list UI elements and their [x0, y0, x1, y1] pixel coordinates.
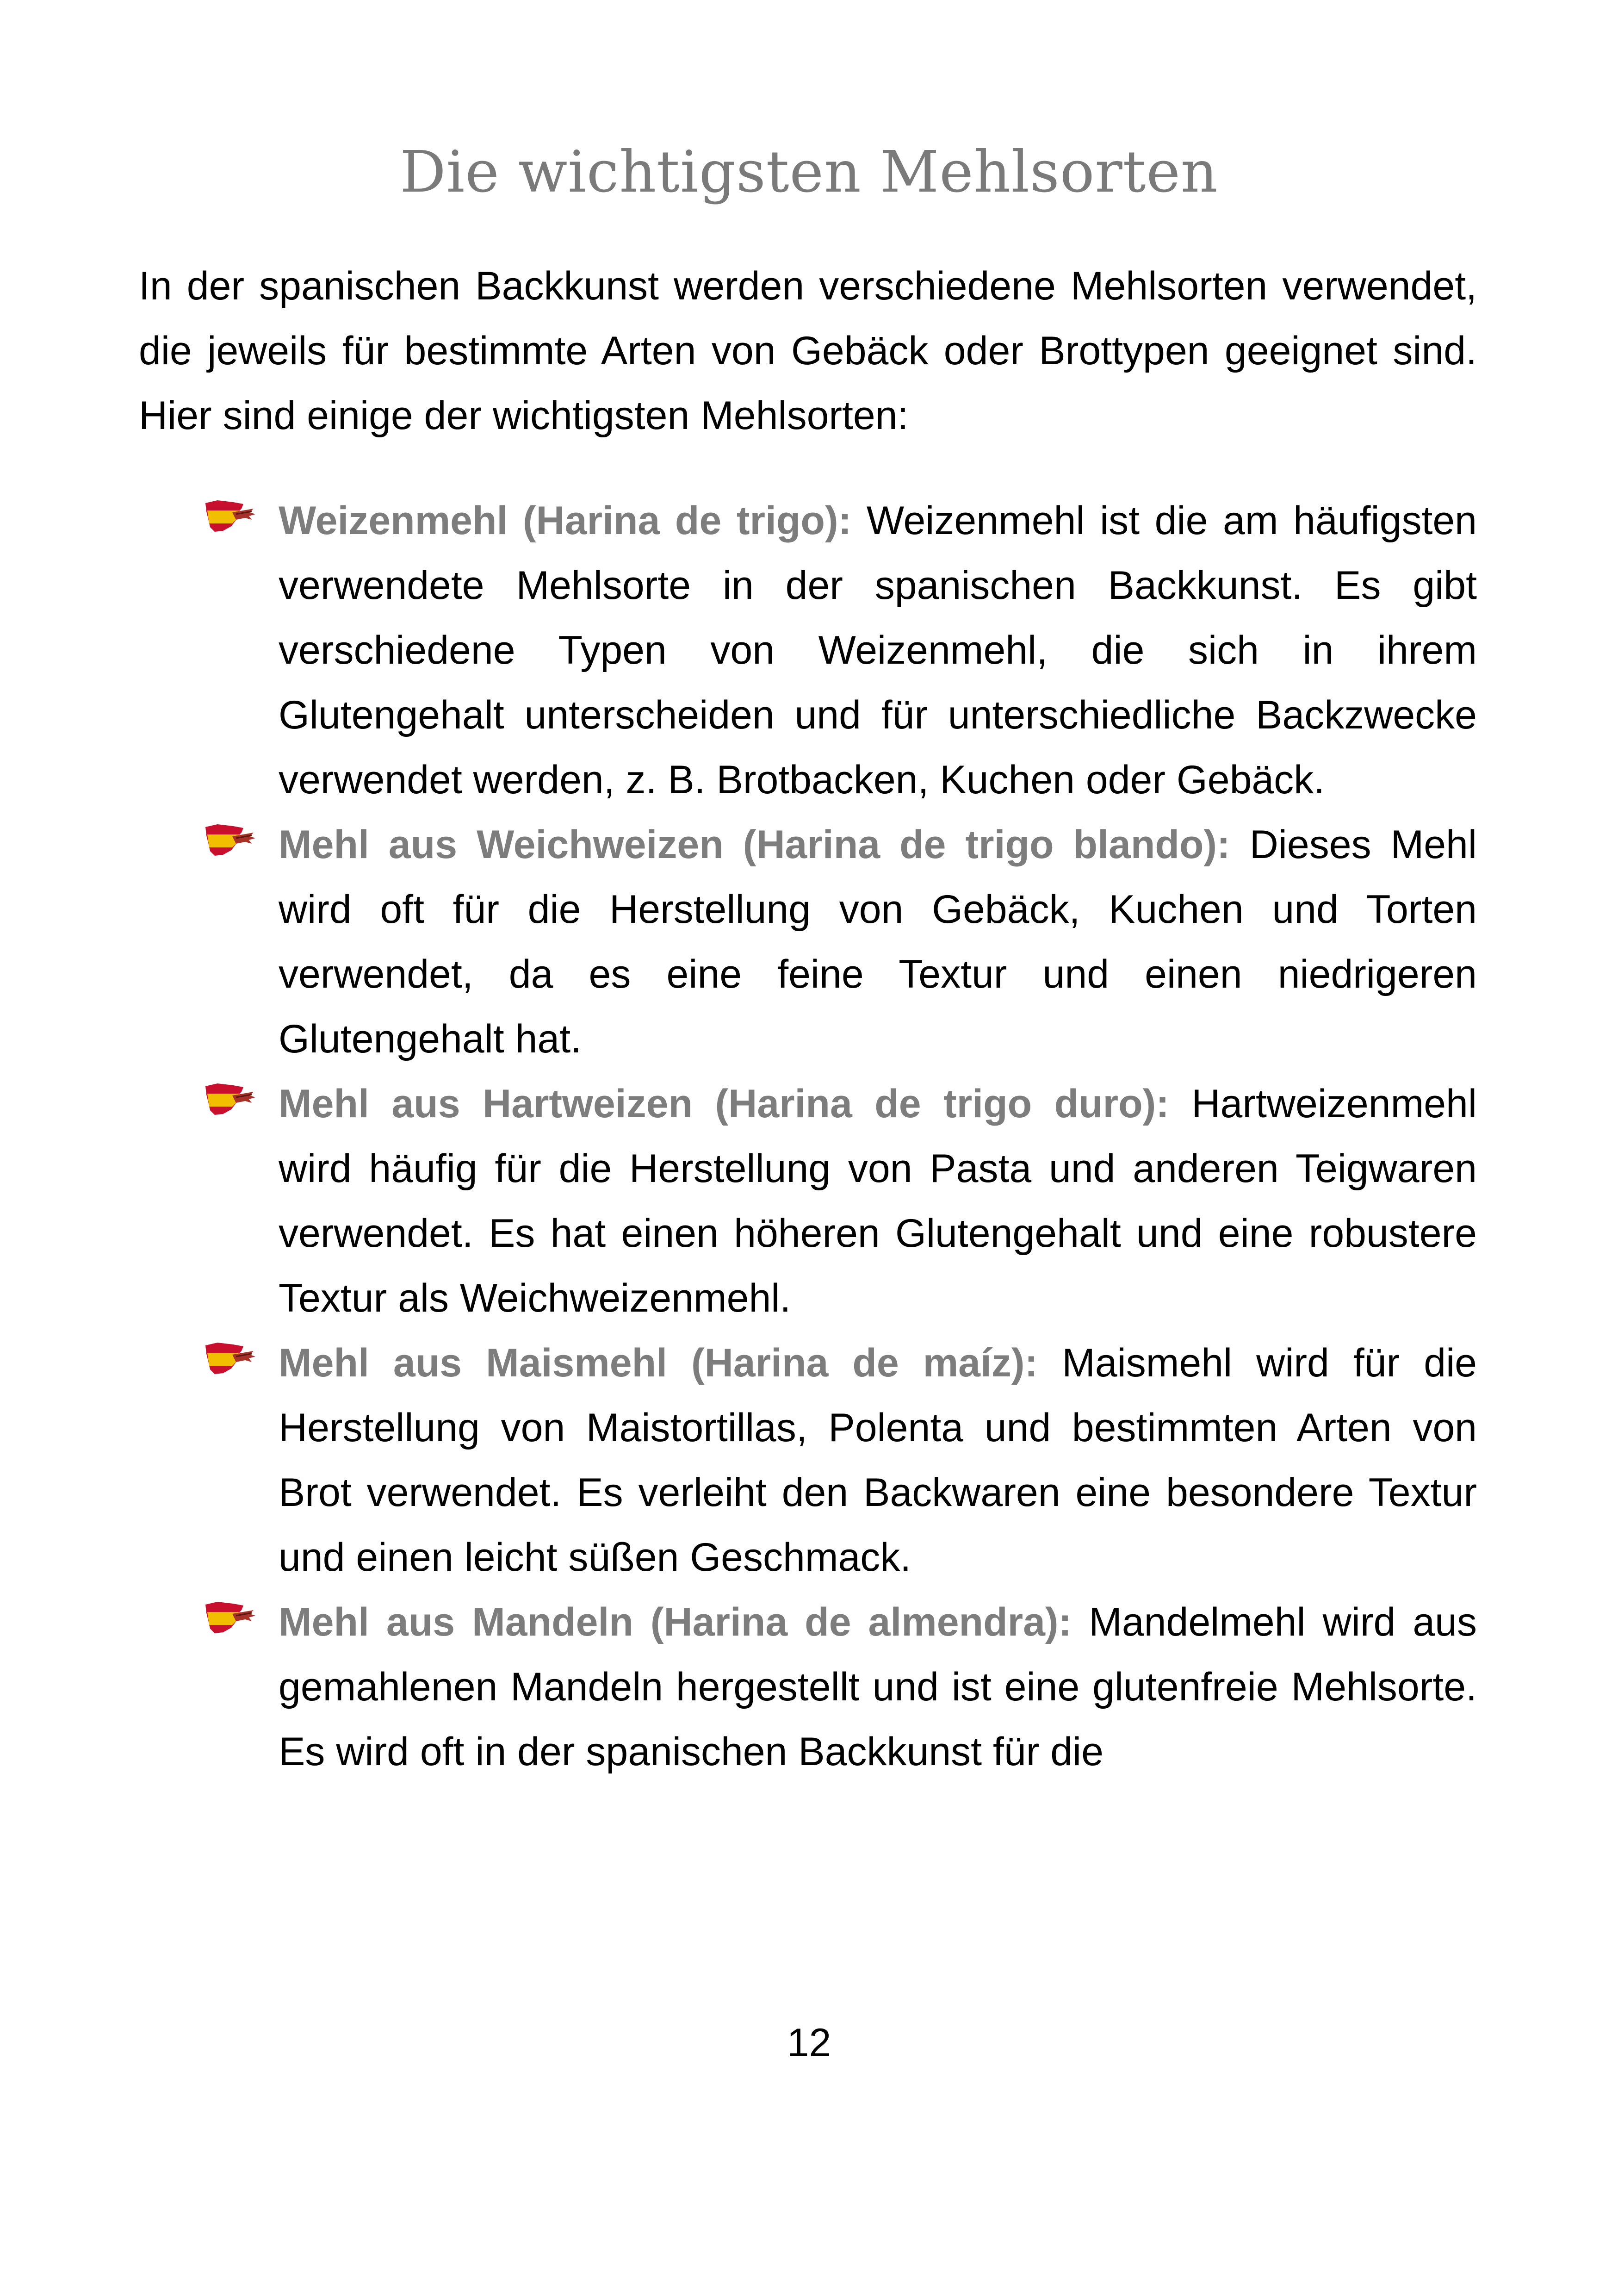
page-title: Die wichtigsten Mehlsorten [400, 139, 1218, 205]
item-description: Hartweizenmehl wird häufig für die Herstellung von Pasta und anderen Teigwaren verwendet. Es hat einen höheren Glutengehalt und eine robustere Textur als Weichweizenmehl. [279, 1082, 1477, 1320]
spain-map-pointer-icon [204, 1600, 258, 1640]
item-term: Mehl aus Mandeln (Harina de almendra): [279, 1600, 1089, 1644]
flour-types-list [204, 488, 1477, 1784]
item-description: Mandelmehl wird aus gemahlenen Mandeln hergestellt und ist eine glutenfreie Mehlsorte. Es wird oft in der spanischen Backkunst für die [279, 1600, 1477, 1774]
item-description: Dieses Mehl wird oft für die Herstellung von Gebäck, Kuchen und Torten verwendet, da es eine feine Textur und einen niedrigeren Glutengehalt hat. [279, 822, 1477, 1061]
list-item [204, 1590, 1477, 1784]
intro-paragraph: In der spanischen Backkunst werden verschiedene Mehlsorten verwendet, die jeweils für bestimmte Arten von Gebäck oder Brottypen geeignet sind. Hier sind einige der wichtigsten Mehlsorten: [139, 264, 1477, 438]
item-term: Weizenmehl (Harina de trigo): [279, 498, 867, 543]
item-term: Mehl aus Weichweizen (Harina de trigo blando): [279, 822, 1250, 867]
spain-map-pointer-icon [204, 498, 258, 538]
list-item [204, 1331, 1477, 1590]
list-item [204, 812, 1477, 1071]
item-term: Mehl aus Maismehl (Harina de maíz): [279, 1341, 1062, 1385]
spain-map-pointer-icon [204, 1341, 258, 1381]
list-item [204, 488, 1477, 812]
spain-map-pointer-icon [204, 1082, 258, 1121]
list-item [204, 1071, 1477, 1331]
item-description: Weizenmehl ist die am häufigsten verwendete Mehlsorte in der spanischen Backkunst. Es gibt verschiedene Typen von Weizenmehl, die sich in ihrem Glutengehalt unterscheiden und für unterschiedliche Backzwecke verwendet werden, z. B. Brotbacken, Kuchen oder Gebäck. [279, 498, 1477, 802]
spain-map-pointer-icon [204, 822, 258, 862]
item-term: Mehl aus Hartweizen (Harina de trigo duro): [279, 1082, 1192, 1126]
item-description: Maismehl wird für die Herstellung von Maistortillas, Polenta und bestimmten Arten von Brot verwendet. Es verleiht den Backwaren eine besondere Textur und einen leicht süßen Geschmack. [279, 1341, 1477, 1580]
page-number: 12 [787, 2021, 831, 2065]
